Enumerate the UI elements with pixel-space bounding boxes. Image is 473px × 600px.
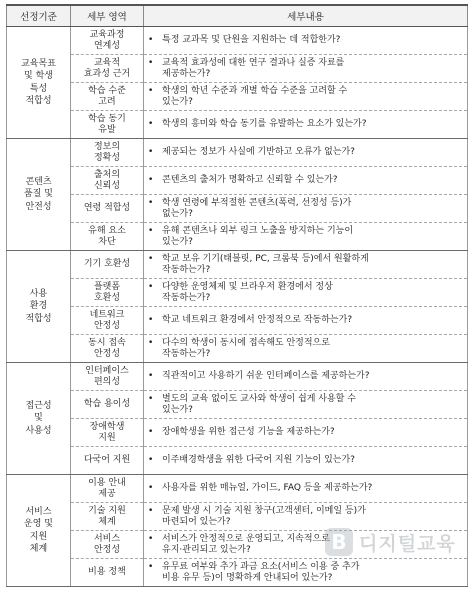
detail-cell <box>144 55 468 83</box>
detail-cell <box>144 195 468 223</box>
sub-area-cell <box>71 251 144 279</box>
sub-area-cell <box>71 419 144 447</box>
table-row <box>7 195 468 223</box>
table-row <box>7 503 468 531</box>
detail-line: 장애학생을 위한 접근성 기능을 제공하는가? <box>162 427 335 438</box>
table-body <box>7 27 468 587</box>
sub-area-cell <box>71 83 144 111</box>
bullet-icon: • <box>148 483 154 494</box>
detail-line: 제공하는가? <box>162 68 211 79</box>
sub-area-cell <box>71 503 144 531</box>
sub-area-cell <box>71 167 144 195</box>
bullet-icon: • <box>148 35 154 46</box>
detail-line: 이주배경학생을 위한 다국어 지원 기능이 있는가? <box>162 455 355 466</box>
sub-area-cell <box>71 447 144 475</box>
detail-cell <box>144 139 468 167</box>
detail-line: 있는가? <box>162 236 193 247</box>
selection-criteria-table <box>6 4 468 587</box>
bullet-icon: • <box>148 175 154 186</box>
sub-area-cell <box>71 223 144 251</box>
detail-cell <box>144 531 468 559</box>
criteria-line: 안전성 <box>25 201 52 212</box>
bullet-icon: • <box>148 371 154 382</box>
sub-area-line: 편의성 <box>93 376 121 387</box>
sub-area-line: 교육적 <box>93 58 121 68</box>
sub-area-cell <box>71 559 144 587</box>
bullet-icon: • <box>148 427 154 438</box>
header-sub-area: 세부 영역 <box>71 5 144 27</box>
sub-area-cell <box>71 307 144 335</box>
detail-cell <box>144 111 468 139</box>
detail-line: 콘텐츠의 출처가 명확하고 신뢰할 수 있는가? <box>162 175 338 186</box>
sub-area-cell <box>71 27 144 55</box>
table-row <box>7 335 468 363</box>
sub-area-line: 서비스 <box>93 534 121 544</box>
sub-area-line: 안정성 <box>93 320 121 331</box>
sub-area-line: 교육과정 <box>89 30 125 40</box>
sub-area-line: 네트워크 <box>89 310 125 320</box>
detail-line: 직관적이고 사용하기 쉬운 인터페이스를 제공하는가? <box>162 371 370 382</box>
sub-area-line: 이용 안내 <box>88 478 126 488</box>
detail-cell <box>144 307 468 335</box>
bullet-icon: • <box>148 506 154 516</box>
bullet-icon: • <box>148 282 154 292</box>
sub-area-cell <box>71 111 144 139</box>
detail-line: 작동하는가? <box>162 292 211 303</box>
detail-cell <box>144 475 468 503</box>
criteria-line: 적합성 <box>25 313 52 324</box>
sub-area-line: 안정성 <box>93 544 121 555</box>
sub-area-cell <box>71 139 144 167</box>
detail-cell <box>144 167 468 195</box>
detail-line: 사용자를 위한 매뉴얼, 가이드, FAQ 등을 제공하는가? <box>162 483 373 494</box>
sub-area-cell <box>71 391 144 419</box>
sub-area-line: 플랫폼 <box>93 282 121 292</box>
detail-line: 서비스가 안정적으로 운영되고, 지속적으로 <box>162 534 330 544</box>
sub-area-line: 비용 정책 <box>88 567 126 578</box>
sub-area-line: 인터페이스 <box>85 366 129 376</box>
table-row <box>7 223 468 251</box>
table-row <box>7 279 468 307</box>
sub-area-line: 학습 수준 <box>88 86 126 96</box>
criteria-cell <box>7 27 71 139</box>
sub-area-cell <box>71 531 144 559</box>
table-row <box>7 27 468 55</box>
detail-line: 학생의 학년 수준과 개별 학습 수준을 고려할 수 <box>162 86 348 96</box>
detail-line: 학교 네트워크 환경에서 안정적으로 작동하는가? <box>162 315 353 326</box>
criteria-line: 운영 및 <box>24 519 53 529</box>
sub-area-cell <box>71 55 144 83</box>
bullet-icon: • <box>148 455 154 466</box>
bullet-icon: • <box>148 338 154 348</box>
sub-area-cell <box>71 475 144 503</box>
criteria-cell <box>7 475 71 587</box>
criteria-line: 특성 <box>29 83 48 94</box>
detail-line: 학생의 흥미와 학습 동기를 유발하는 요소가 있는가? <box>162 119 367 130</box>
detail-cell <box>144 559 468 587</box>
criteria-line: 품질 및 <box>24 189 53 200</box>
sub-area-line: 안정성 <box>93 348 121 359</box>
sub-area-line: 출처의 <box>93 170 121 180</box>
table-row <box>7 139 468 167</box>
table-row <box>7 83 468 111</box>
sub-area-line: 유발 <box>98 124 116 135</box>
bullet-icon: • <box>148 534 154 544</box>
detail-line: 유무료 여부와 추가 과금 요소(서비스 이용 중 추가 <box>162 562 360 572</box>
publisher-watermark-text: 디지털교육 <box>359 532 456 555</box>
criteria-line: 및 <box>34 413 43 424</box>
detail-line: 특정 교과목 및 단원을 지원하는 데 적합한가? <box>162 35 341 46</box>
detail-line: 학교 보유 기기(태블릿, PC, 크롬북 등)에서 원활하게 <box>162 254 369 264</box>
sub-area-line: 제공 <box>98 488 116 499</box>
detail-line: 교육적 효과성에 대한 연구 결과나 실증 자료를 <box>162 58 345 68</box>
table-row <box>7 307 468 335</box>
detail-cell <box>144 83 468 111</box>
sub-area-line: 지원 <box>98 432 116 443</box>
detail-cell <box>144 363 468 391</box>
criteria-line: 교육목표 <box>21 58 56 69</box>
criteria-line: 및 학생 <box>24 71 53 81</box>
detail-cell <box>144 27 468 55</box>
sub-area-line: 동시 접속 <box>88 338 126 348</box>
detail-line: 작동하는가? <box>162 348 211 359</box>
sub-area-line: 장애학생 <box>89 422 125 432</box>
bullet-icon: • <box>148 394 154 404</box>
detail-line: 유지·관리되고 있는가? <box>162 544 251 555</box>
criteria-line: 적합성 <box>25 96 52 106</box>
detail-line: 다수의 학생이 동시에 접속해도 안정적으로 <box>162 338 330 348</box>
sub-area-line: 다국어 지원 <box>83 455 131 466</box>
bullet-icon: • <box>148 226 154 236</box>
table-row <box>7 167 468 195</box>
detail-cell <box>144 279 468 307</box>
sub-area-line: 신뢰성 <box>93 180 121 191</box>
detail-line: 다양한 운영체제 및 브라우저 환경에서 정상 <box>162 282 333 292</box>
table-row <box>7 531 468 559</box>
criteria-line: 접근성 <box>25 400 52 411</box>
criteria-line: 콘텐츠 <box>25 176 52 187</box>
detail-cell <box>144 419 468 447</box>
detail-line: 학생 연령에 부적절한 콘텐츠(폭력, 선정성 등)가 <box>162 198 352 208</box>
table-row <box>7 111 468 139</box>
sub-area-line: 효과성 근거 <box>83 68 131 79</box>
bullet-icon: • <box>148 86 154 96</box>
sub-area-line: 연계성 <box>93 40 121 51</box>
table-row <box>7 55 468 83</box>
table-row <box>7 559 468 587</box>
detail-cell <box>144 391 468 419</box>
header-row <box>7 5 468 27</box>
header-details: 세부내용 <box>144 5 468 27</box>
header-criteria: 선정기준 <box>7 5 71 27</box>
sub-area-line: 기술 지원 <box>88 506 126 516</box>
criteria-cell <box>7 363 71 475</box>
detail-cell <box>144 503 468 531</box>
criteria-line: 환경 <box>29 301 48 312</box>
sub-area-line: 정확성 <box>93 152 121 163</box>
sub-area-line: 정보의 <box>93 142 121 152</box>
criteria-cell <box>7 251 71 363</box>
bullet-icon: • <box>148 562 154 572</box>
detail-line: 제공되는 정보가 사실에 기반하고 오류가 없는가? <box>162 147 355 158</box>
bullet-icon: • <box>148 147 154 158</box>
table-row <box>7 363 468 391</box>
sub-area-line: 기기 호환성 <box>83 259 131 270</box>
sub-area-line: 고려 <box>98 96 116 107</box>
sub-area-line: 학습 용이성 <box>83 399 131 410</box>
detail-line: 마련되어 있는가? <box>162 516 231 527</box>
sub-area-cell <box>71 279 144 307</box>
detail-line: 없는가? <box>162 208 193 219</box>
detail-line: 유해 콘텐츠나 외부 링크 노출을 방지하는 기능이 <box>162 226 354 236</box>
sub-area-line: 호환성 <box>93 292 121 303</box>
criteria-line: 지원 <box>29 531 48 542</box>
criteria-line: 사용 <box>29 288 48 299</box>
sub-area-cell <box>71 363 144 391</box>
sub-area-line: 유해 요소 <box>88 226 126 236</box>
table-row <box>7 391 468 419</box>
criteria-line: 체계 <box>29 544 48 554</box>
publisher-logo-icon: B <box>325 528 353 556</box>
table-row <box>7 475 468 503</box>
sub-area-line: 체계 <box>98 516 116 527</box>
table-row <box>7 251 468 279</box>
bullet-icon: • <box>148 58 154 68</box>
bullet-icon: • <box>148 254 154 264</box>
sub-area-cell <box>71 335 144 363</box>
detail-line: 문제 발생 시 기술 지원 창구(고객센터, 이메일 등)가 <box>162 506 366 516</box>
detail-line: 있는가? <box>162 96 193 107</box>
detail-cell <box>144 447 468 475</box>
sub-area-line: 학습 동기 <box>88 114 126 124</box>
sub-area-cell <box>71 195 144 223</box>
bullet-icon: • <box>148 119 154 130</box>
detail-cell <box>144 223 468 251</box>
table-row <box>7 419 468 447</box>
detail-line: 작동하는가? <box>162 264 211 275</box>
detail-line: 있는가? <box>162 404 193 415</box>
criteria-line: 사용성 <box>25 425 52 436</box>
detail-cell <box>144 335 468 363</box>
bullet-icon: • <box>148 315 154 326</box>
criteria-line: 서비스 <box>25 506 52 517</box>
sub-area-line: 연령 적합성 <box>83 203 131 214</box>
detail-cell <box>144 251 468 279</box>
table-row <box>7 447 468 475</box>
detail-line: 별도의 교육 없이도 교사와 학생이 쉽게 사용할 수 <box>162 394 356 404</box>
sub-area-line: 차단 <box>98 236 116 247</box>
bullet-icon: • <box>148 198 154 208</box>
detail-line: 비용 유무 등)이 명확하게 안내되어 있는가? <box>162 572 333 583</box>
criteria-cell <box>7 139 71 251</box>
